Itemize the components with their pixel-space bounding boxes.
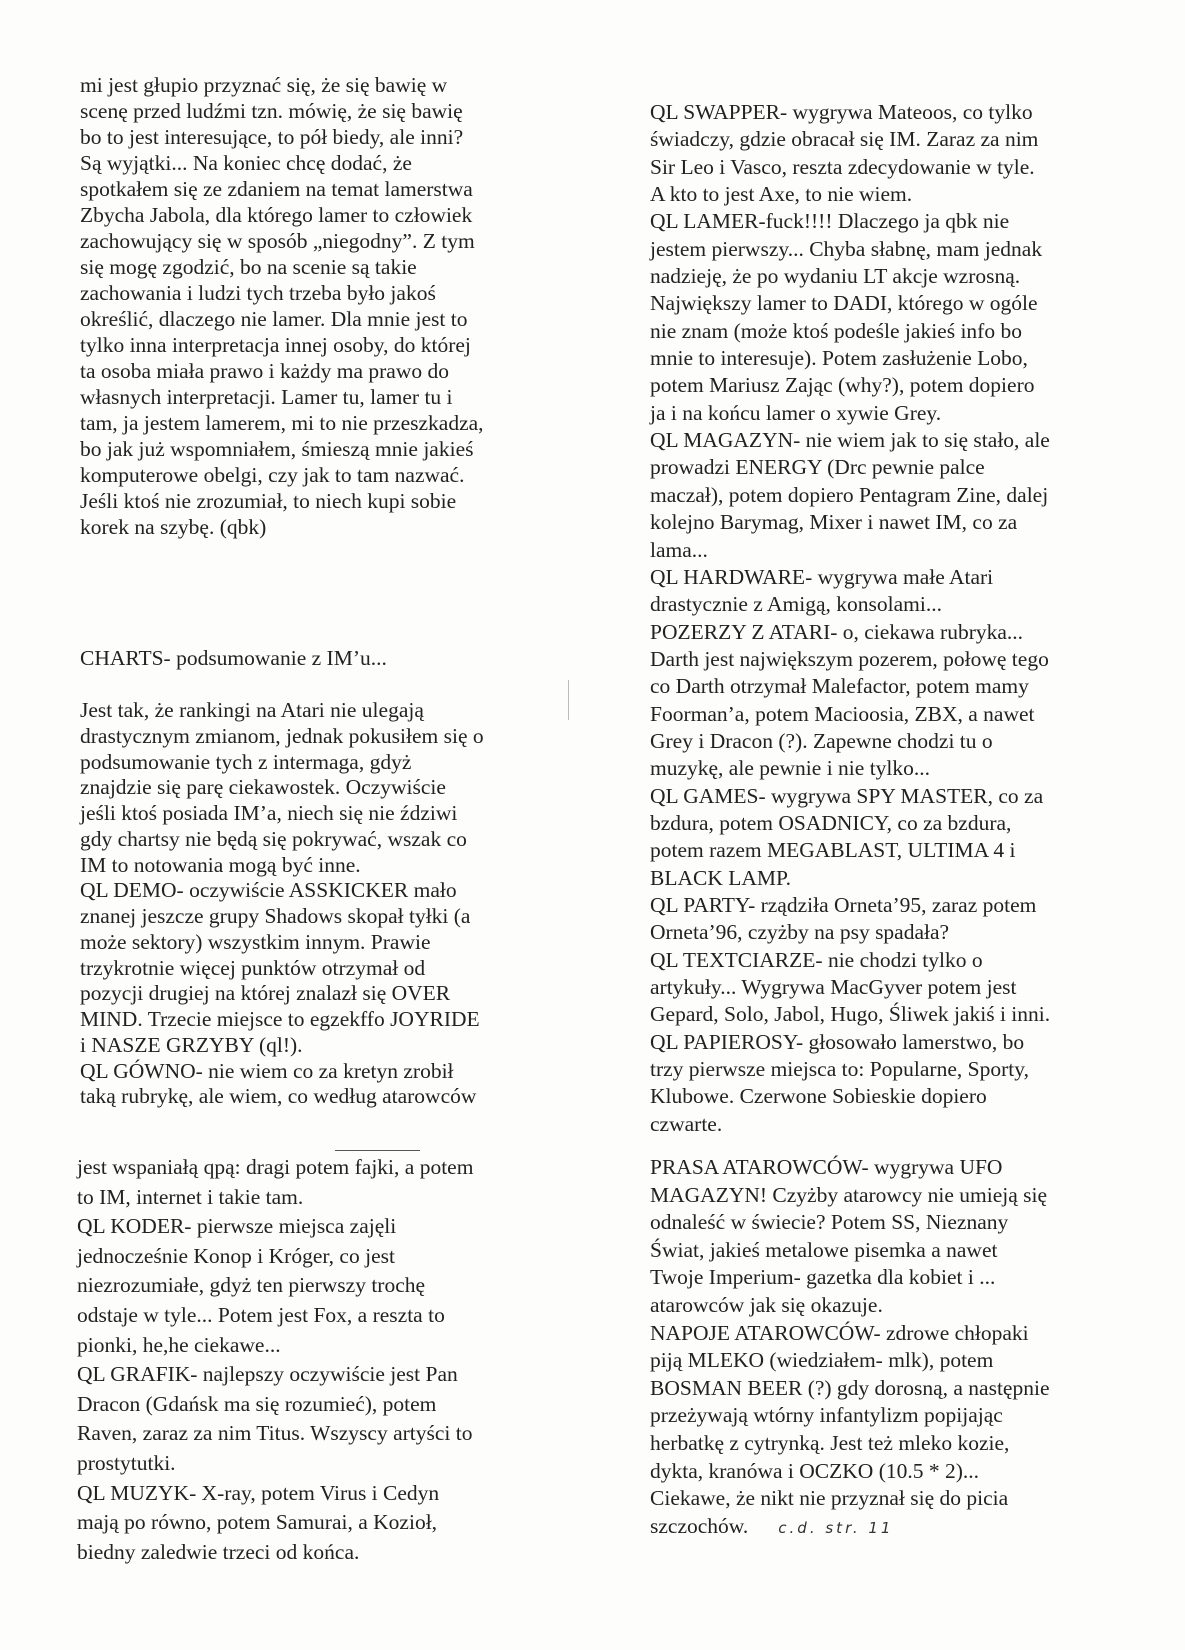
text-line: QL DEMO- oczywiście ASSKICKER mało [80, 878, 457, 903]
text-line: QL KODER- pierwsze miejsca zajęli [77, 1214, 397, 1239]
text-line: co Darth otrzymał Malefactor, potem mamy [650, 674, 1029, 699]
text-line: własnych interpretacji. Lamer tu, lamer tu i [80, 385, 453, 409]
text-line: mnie to interesuje). Potem zasłużenie Lobo, [650, 346, 1028, 371]
text-line: QL MAGAZYN- nie wiem jak to się stało, ale [650, 428, 1050, 453]
text-line: Orneta’96, czyżby na psy spadała? [650, 920, 950, 945]
text-line: drastycznie z Amigą, konsolami... [650, 592, 942, 617]
text-line: NAPOJE ATAROWCÓW- zdrowe chłopaki [650, 1320, 1029, 1345]
text-line: trzy pierwsze miejsca to: Popularne, Sporty, [650, 1057, 1029, 1082]
text-line: nadzieję, że po wydaniu LT akcje wzrosną. [650, 264, 1021, 289]
text-line: scenę przed ludźmi tzn. mówię, że się bawię [80, 99, 463, 123]
right-column-paragraph-2 [650, 1154, 1049, 1542]
handwritten-continuation-note: c.d. str. 11 [778, 1518, 894, 1537]
text-line: korek na szybę. (qbk) [80, 515, 267, 539]
text-line: QL TEXTCIARZE- nie chodzi tylko o [650, 947, 983, 972]
text-line: tam, ja jestem lamerem, mi to nie przeszkadza, [80, 411, 484, 435]
left-column-paragraph-1 [80, 72, 484, 540]
text-line: jednocześnie Konop i Króger, co jest [77, 1243, 395, 1268]
text-line: i NASZE GRZYBY (ql!). [80, 1032, 303, 1057]
text-line: maczał), potem dopiero Pentagram Zine, dalej [650, 482, 1049, 507]
text-line: kolejno Barymag, Mixer i nawet IM, co za [650, 510, 1018, 535]
text-line: drastycznym zmianom, jednak pokusiłem się o [80, 723, 484, 748]
text-line: Jest tak, że rankingi na Atari nie ulegają [80, 698, 424, 722]
text-line: podsumowanie tych z intermaga, gdyż [80, 749, 412, 774]
text-line: komputerowe obelgi, czy jak to tam nazwać. [80, 463, 465, 487]
scan-mark [568, 680, 569, 720]
text-line: Sir Leo i Vasco, reszta zdecydowanie w tyle. [650, 154, 1035, 179]
text-line: przeżywają wtórny infantylizm popijając [650, 1403, 1003, 1428]
text-line: odnaleść w świecie? Potem SS, Nieznany [650, 1210, 1009, 1235]
text-line: szczochów. c.d. str. 11 [650, 1513, 894, 1538]
text-line: herbatkę z cytrynką. Jest też mleko kozie, [650, 1430, 1010, 1455]
text-line: prowadzi ENERGY (Drc pewnie palce [650, 455, 985, 480]
text-line: gdy chartsy nie będą się pokrywać, wszak co [80, 826, 467, 851]
text-line: MIND. Trzecie miejsce to egzekffo JOYRIDE [80, 1007, 480, 1031]
text-line: IM to notowania mogą być inne. [80, 852, 361, 877]
text-line: Grey i Dracon (?). Zapewne chodzi tu o [650, 728, 993, 753]
text-line: jeśli ktoś posiada IM’a, niech się nie ździwi [80, 801, 458, 825]
text-line: POZERZY Z ATARI- o, ciekawa rubryka... [650, 619, 1024, 644]
text-line: atarowców jak się okazuje. [650, 1292, 883, 1317]
text-line: potem Mariusz Zając (why?), potem dopiero [650, 373, 1035, 398]
left-column-paragraph-2 [80, 698, 484, 1110]
text-line: zachowania i ludzi tych trzeba było jakoś [80, 281, 436, 305]
text-line: BLACK LAMP. [650, 865, 791, 890]
text-line: się mogę zgodzić, bo na scenie są takie [80, 255, 417, 279]
text-line: BOSMAN BEER (?) gdy dorosną, a następnie [650, 1375, 1050, 1400]
text-line: ja i na końcu lamer o xywie Grey. [650, 400, 942, 425]
text-line: bo jak już wspomniałem, śmieszą mnie jakieś [80, 437, 474, 461]
text-line: jest wspaniałą qpą: dragi potem fajki, a potem [77, 1155, 474, 1179]
text-line: Raven, zaraz za nim Titus. Wszyscy artyści to [77, 1421, 473, 1446]
text-line: QL PAPIEROSY- głosowało lamerstwo, bo [650, 1029, 1025, 1054]
text-line: jestem pierwszy... Chyba słabnę, mam jednak [650, 236, 1043, 261]
text-line: biedny zaledwie trzeci od końca. [77, 1539, 360, 1564]
text-line: QL GAMES- wygrywa SPY MASTER, co za [650, 783, 1044, 808]
text-line: QL MUZYK- X-ray, potem Virus i Cedyn [77, 1480, 440, 1505]
text-line: mi jest głupio przyznać się, że się bawię w [80, 73, 448, 97]
text-line: dykta, kranówa i OCZKO (10.5 * 2)... [650, 1458, 980, 1483]
text-line: prostytutki. [77, 1450, 176, 1475]
text-line: MAGAZYN! Czyżby atarowcy nie umieją się [650, 1182, 1048, 1207]
text-line: potem razem MEGABLAST, ULTIMA 4 i [650, 838, 1016, 863]
text-line: QL SWAPPER- wygrywa Mateoos, co tylko [650, 100, 1033, 124]
text-line: QL GÓWNO- nie wiem co za kretyn zrobił [80, 1058, 454, 1083]
text-line: Klubowe. Czerwone Sobieskie dopiero [650, 1084, 987, 1109]
text-line: Jeśli ktoś nie zrozumiał, to niech kupi sobie [80, 489, 457, 513]
text-line: może sektory) wszystkim innym. Prawie [80, 929, 431, 954]
text-line: Dracon (Gdańsk ma się rozumieć), potem [77, 1391, 437, 1416]
text-line: QL PARTY- rządziła Orneta’95, zaraz potem [650, 892, 1037, 917]
text-line: QL GRAFIK- najlepszy oczywiście jest Pan [77, 1362, 458, 1387]
text-line: to IM, internet i takie tam. [77, 1184, 304, 1209]
text-line: trzykrotnie więcej punktów otrzymał od [80, 955, 426, 980]
text-line: znanej jeszcze grupy Shadows skopał tyłki (a [80, 904, 471, 928]
text-line: Są wyjątki... Na koniec chcę dodać, że [80, 151, 412, 175]
text-line: zachowujący się w sposób „niegodny”. Z tym [80, 229, 475, 253]
right-column-paragraph-1 [650, 99, 1050, 1138]
text-line: niezrozumiałe, gdyż ten pierwszy trochę [77, 1273, 426, 1298]
text-line: mają po równo, potem Samurai, a Kozioł, [77, 1510, 438, 1535]
text-line: A kto to jest Axe, to nie wiem. [650, 182, 913, 207]
text-line: artykuły... Wygrywa MacGyver potem jest [650, 975, 1017, 999]
text-line: bo to jest interesujące, to pół biedy, ale inni? [80, 125, 464, 149]
text-line: QL LAMER-fuck!!!! Dlaczego ja qbk nie [650, 209, 1010, 234]
text-line: muzykę, ale pewnie i nie tylko... [650, 756, 931, 781]
text-line: pozycji drugiej na której znalazł się OVER [80, 981, 451, 1006]
text-line: PRASA ATAROWCÓW- wygrywa UFO [650, 1155, 1003, 1179]
text-line: znajdzie się parę ciekawostek. Oczywiście [80, 775, 446, 800]
text-line: spotkałem się ze zdaniem na temat lamerstwa [80, 177, 473, 201]
left-column-paragraph-3 [77, 1153, 473, 1567]
text-line: lama... [650, 537, 708, 562]
text-line: pionki, he,he ciekawe... [77, 1332, 281, 1357]
text-line: czwarte. [650, 1111, 723, 1136]
text-line: Największy lamer to DADI, którego w ogóle [650, 291, 1038, 316]
section-heading-charts [80, 645, 387, 671]
heading-text: CHARTS- podsumowanie z IM’u... [80, 646, 387, 670]
text-line: odstaje w tyle... Potem jest Fox, a reszta to [77, 1302, 445, 1327]
text-line: Foorman’a, potem Macioosia, ZBX, a nawet [650, 701, 1035, 726]
text-line: bzdura, potem OSADNICY, co za bzdura, [650, 810, 1012, 835]
text-line: określić, dlaczego nie lamer. Dla mnie jest to [80, 307, 468, 331]
text-line: tylko inna interpretacja innej osoby, do której [80, 333, 471, 357]
text-line: piją MLEKO (wiedziałem- mlk), potem [650, 1348, 994, 1373]
text-line: Darth jest największym pozerem, połowę tego [650, 646, 1049, 671]
text-line: QL HARDWARE- wygrywa małe Atari [650, 564, 994, 589]
text-line: taką rubrykę, ale wiem, co według atarowców [80, 1084, 477, 1109]
text-line: świadczy, gdzie obracał się IM. Zaraz za nim [650, 127, 1039, 152]
text-line: Gepard, Solo, Jabol, Hugo, Śliwek jakiś i inni. [650, 1002, 1051, 1027]
text-line: Świat, jakieś metalowe pisemka a nawet [650, 1237, 998, 1262]
text-line: ta osoba miała prawo i każdy ma prawo do [80, 359, 449, 383]
column-divider-line [335, 1150, 420, 1151]
text-line: Ciekawe, że nikt nie przyznał się do picia [650, 1486, 1009, 1511]
text-line: Zbycha Jabola, dla którego lamer to człowiek [80, 203, 473, 227]
text-line: Twoje Imperium- gazetka dla kobiet i ... [650, 1265, 996, 1290]
text-line: nie znam (może ktoś podeśle jakieś info bo [650, 318, 1022, 343]
